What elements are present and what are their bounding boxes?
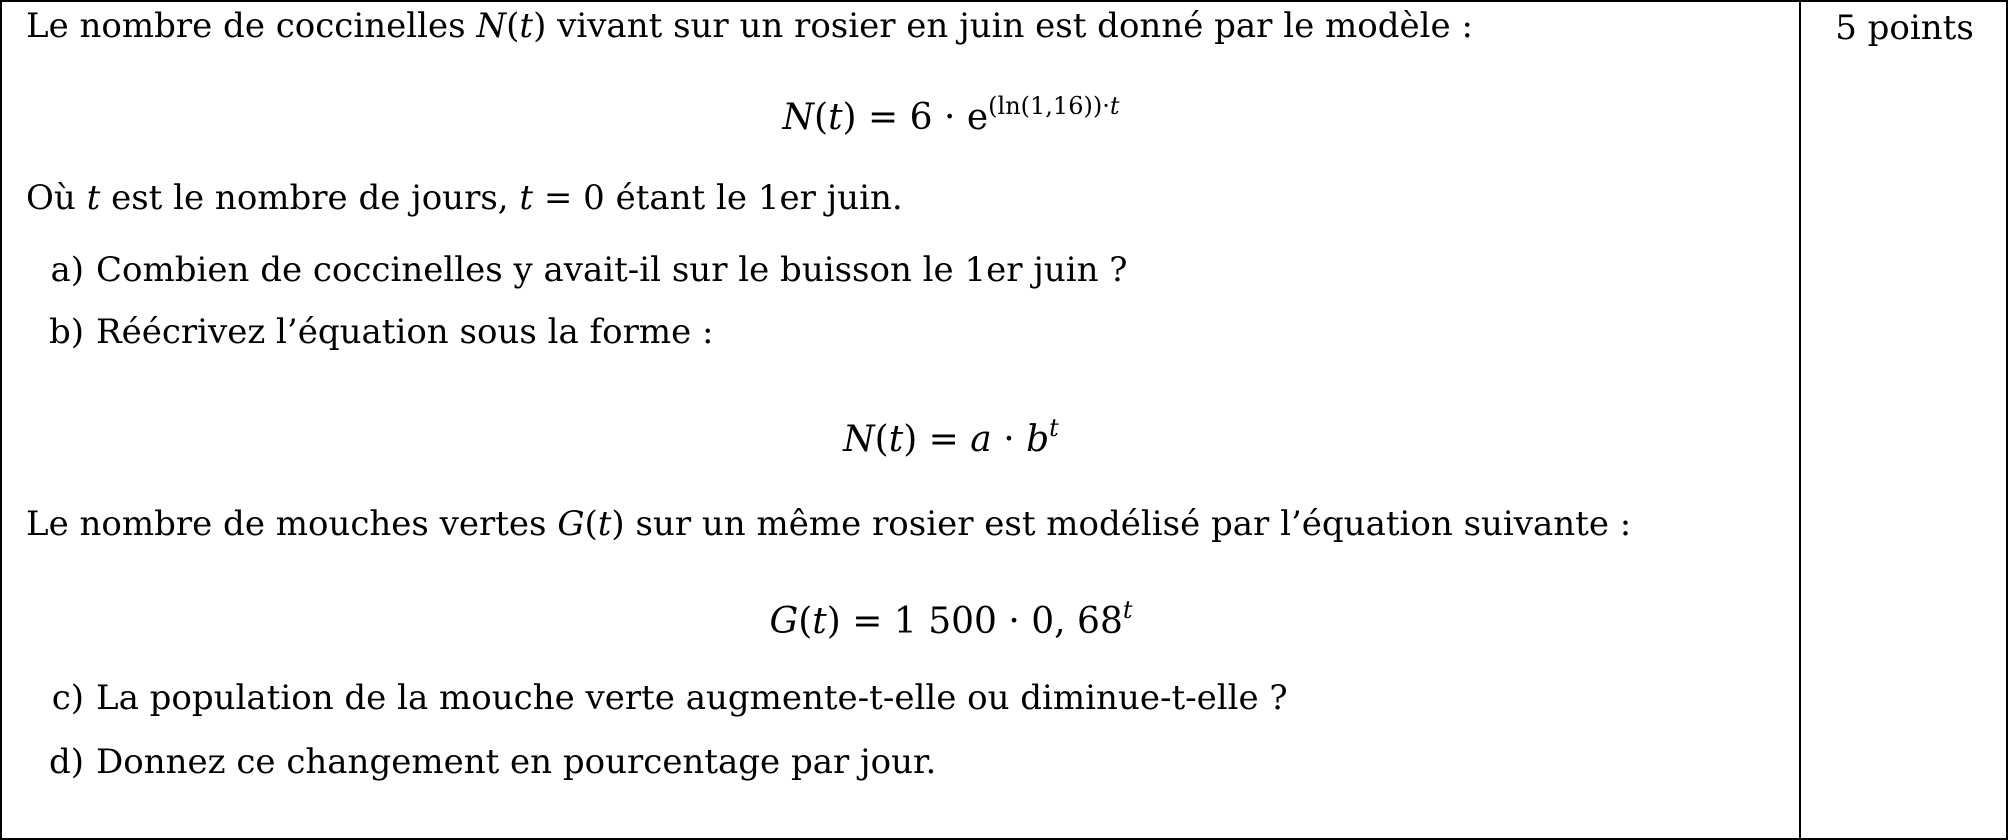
intro-after: vivant sur un rosier en juin est donné par le modèle : — [546, 6, 1473, 46]
question-a-label: a) — [50, 250, 84, 290]
question-a-text: Combien de coccinelles y avait-il sur le buisson le 1er juin ? — [96, 250, 1128, 290]
eq1-exponent: (ln(1,16))·t — [988, 92, 1120, 120]
intro-var: N — [476, 6, 507, 46]
question-c-text: La population de la mouche verte augmente-t-elle ou diminue-t-elle ? — [96, 678, 1288, 718]
question-b-text: Réécrivez l’équation sous la forme : — [96, 312, 714, 352]
eq1-rhs: = 6 · e — [856, 97, 989, 138]
definition-line: Où t est le nombre de jours, t = 0 étant le 1er juin. — [26, 178, 903, 218]
green-fly-line: Le nombre de mouches vertes G(t) sur un même rosier est modélisé par l’équation suivante : — [26, 504, 1632, 544]
eq1-fn: N — [782, 97, 815, 138]
question-a — [0, 248, 1128, 292]
equation-g: G(t) = 1 500 · 0, 68$^t$ — [769, 596, 1133, 642]
eq1-arg: t — [828, 97, 843, 138]
question-b — [0, 310, 713, 354]
equation-general-form: $N(t) = a \cdot b^t$ — [843, 414, 1059, 460]
intro-before: Le nombre de coccinelles — [26, 6, 477, 46]
question-c — [0, 676, 1288, 720]
points-label: 5 points — [1835, 8, 1974, 48]
question-b-label: b) — [48, 312, 84, 352]
equation-n-exponential: $N(t) = 6 \cdot e^{(ln(1,16))\cdot t}$ — [782, 92, 1120, 138]
question-d — [0, 740, 936, 784]
intro-line: Le nombre de coccinelles N(t) vivant sur un rosier en juin est donné par le modèle : — [26, 6, 1473, 46]
question-d-label: d) — [48, 742, 84, 782]
question-c-label: c) — [51, 678, 84, 718]
question-d-text: Donnez ce changement en pourcentage par jour. — [96, 742, 937, 782]
intro-arg: t — [519, 6, 534, 46]
